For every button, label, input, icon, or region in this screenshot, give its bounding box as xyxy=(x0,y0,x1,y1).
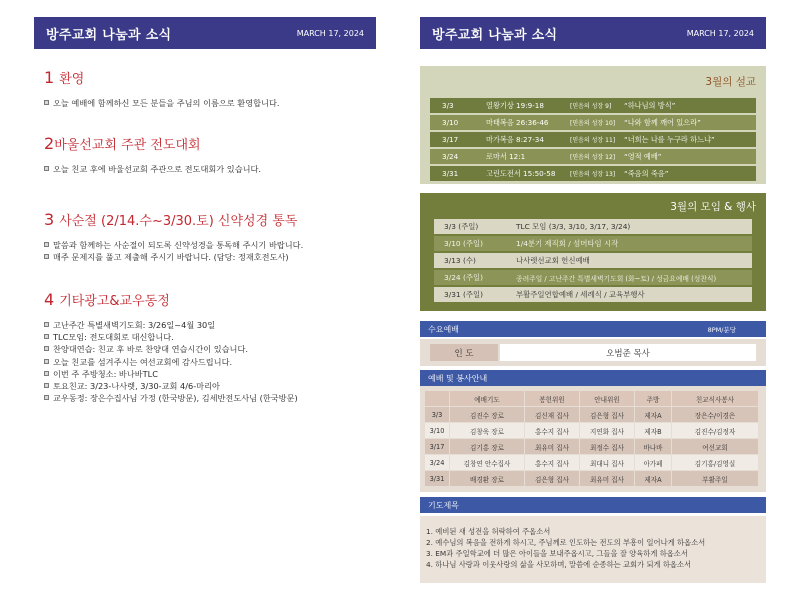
event-row: 3/24 (주일) 종려주일 / 고난주간 특별새벽기도회 (화~토) / 성금요예배 (성찬식) xyxy=(434,270,752,285)
section-heading: 3 사순절 (2/14.수~3/30.토) 신약성경 통독 xyxy=(44,210,298,229)
prayer-list xyxy=(420,516,766,583)
sermon-title: 3월의 설교 xyxy=(705,76,756,88)
bullet-icon xyxy=(44,166,49,171)
section-announcements xyxy=(44,290,374,404)
bullet-icon xyxy=(44,383,49,388)
section-heading: 4 기타광고&교우동정 xyxy=(44,290,170,309)
list-item: 고난주간 특별새벽기도회: 3/26일~4월 30일 xyxy=(44,319,374,331)
bullet-icon xyxy=(44,371,49,376)
sermon-row: 3/10 마태복음 26:36-46 [믿음의 성장 10] “나와 함께 깨어 있으라” xyxy=(430,115,756,130)
wednesday-leader-table xyxy=(420,339,766,366)
list-item: 이번 주 주방청소: 바나바TLC xyxy=(44,368,374,380)
event-row: 3/10 (주일) 1/4분기 제직회 / 섬머타임 시작 xyxy=(434,236,752,251)
event-row: 3/31 (주일) 부활주일연합예배 / 세례식 / 교육부행사 xyxy=(434,287,752,302)
events-title: 3월의 모임 & 행사 xyxy=(670,201,756,213)
bullet-icon xyxy=(44,322,49,327)
table-row: 3/10 김창욱 장로 홍수지 집사 지연화 집사 제자B 김진수/김정자 xyxy=(425,423,758,438)
bullet-icon xyxy=(44,100,49,105)
list-item: 1. 예비된 새 성전을 허락하여 주옵소서 xyxy=(426,527,551,536)
service-grid xyxy=(424,390,759,487)
sermon-row: 3/3 열왕기상 19:9-18 [믿음의 성장 9] “하나님의 방식” xyxy=(430,98,756,113)
prayer-bar xyxy=(420,497,766,513)
right-page xyxy=(396,0,792,612)
wednesday-label: 수요예배 xyxy=(428,324,459,334)
table-row: 3/17 김기홍 장로 최유미 집사 최정수 집사 바나바 여선교회 xyxy=(425,439,758,454)
section-lent-reading xyxy=(44,210,374,263)
list-item: 오늘 친교 후에 바울선교회 주관으로 전도대회가 있습니다. xyxy=(44,163,374,175)
bullet-icon xyxy=(44,242,49,247)
leader-label: 인 도 xyxy=(430,344,498,361)
sermon-schedule xyxy=(420,66,766,184)
service-table xyxy=(420,386,766,492)
event-row: 3/13 (수) 나사렛선교회 헌신예배 xyxy=(434,253,752,268)
wednesday-worship-bar xyxy=(420,321,766,337)
newsletter-title: 방주교회 나눔과 소식 xyxy=(46,27,172,43)
sermon-row: 3/24 로마서 12:1 [믿음의 성장 12] “영적 예배” xyxy=(430,149,756,164)
leader-name: 오범준 목사 xyxy=(500,344,756,361)
list-item: 오늘 예배에 함께하신 모든 분들을 주님의 이름으로 환영합니다. xyxy=(44,97,374,109)
list-item: 오늘 친교를 섬겨주시는 여선교회에 감사드립니다. xyxy=(44,356,374,368)
list-item: 교우동정: 장은수집사님 가정 (한국방문), 김세반전도사님 (한국방문) xyxy=(44,392,374,404)
sermon-row: 3/17 마가복음 8:27-34 [믿음의 성장 11] “너희는 나를 누구라 하느냐” xyxy=(430,132,756,147)
section-heading: 1 환영 xyxy=(44,68,85,87)
prayer-label: 기도제목 xyxy=(428,500,459,510)
table-row: 3/24 김창연 안수집사 홍수지 집사 최대니 집사 아가페 김기홍/김영실 xyxy=(425,455,758,470)
service-bar xyxy=(420,370,766,386)
right-header-bar xyxy=(420,17,766,49)
table-row: 3/31 배경환 장로 김은형 집사 최유미 집사 제자A 부활주일 xyxy=(425,471,758,486)
bullet-icon xyxy=(44,254,49,259)
list-item: 매주 문제지를 풀고 제출해 주시기 바랍니다. (담당: 정재호전도사) xyxy=(44,251,374,263)
list-item: 말씀과 함께하는 사순절이 되도록 신약성경을 통독해 주시기 바랍니다. xyxy=(44,239,374,251)
events-schedule xyxy=(420,193,766,311)
section-welcome xyxy=(44,68,374,109)
bullet-icon xyxy=(44,395,49,400)
event-row: 3/3 (주일) TLC 모임 (3/3, 3/10, 3/17, 3/24) xyxy=(434,219,752,234)
bullet-icon xyxy=(44,334,49,339)
section-heading: 2바울선교회 주관 전도대회 xyxy=(44,134,201,153)
newsletter-date: MARCH 17, 2024 xyxy=(686,28,754,38)
list-item: 찬양대연습: 친교 후 바로 찬양대 연습시간이 있습니다. xyxy=(44,343,374,355)
service-label: 예배 및 봉사안내 xyxy=(428,373,488,383)
list-item: 2. 예수님의 복음을 전하게 하시고, 주님께로 인도하는 전도의 부흥이 일어나게 하옵소서 xyxy=(426,538,706,547)
table-header-row: 예배기도 봉헌위원 안내위원 주방 친교식사봉사 xyxy=(425,391,758,406)
left-header-bar xyxy=(34,17,376,49)
list-item: 토요친교: 3/23-나사렛, 3/30-교회 4/6-마리아 xyxy=(44,380,374,392)
wednesday-time: 8PM/분당 xyxy=(707,325,736,334)
list-item: TLC모임: 전도대회로 대신합니다. xyxy=(44,331,374,343)
table-row: 3/3 김진수 장로 김신재 집사 김은형 집사 제자A 장은수/이경은 xyxy=(425,407,758,422)
sermon-row: 3/31 고린도전서 15:50-58 [믿음의 성장 13] “죽음의 죽음” xyxy=(430,166,756,181)
bullet-icon xyxy=(44,359,49,364)
newsletter-date: MARCH 17, 2024 xyxy=(296,28,364,38)
list-item: 3. EM과 주일학교에 더 많은 아이들을 보내주옵시고, 그들을 잘 양육하게 하옵소서 xyxy=(426,549,688,558)
newsletter-title: 방주교회 나눔과 소식 xyxy=(432,27,558,43)
list-item: 4. 하나님 사랑과 이웃사랑의 삶을 사모하며, 말씀에 순종하는 교회가 되게 하옵소서 xyxy=(426,560,692,569)
bullet-icon xyxy=(44,346,49,351)
section-evangelism xyxy=(44,134,374,175)
